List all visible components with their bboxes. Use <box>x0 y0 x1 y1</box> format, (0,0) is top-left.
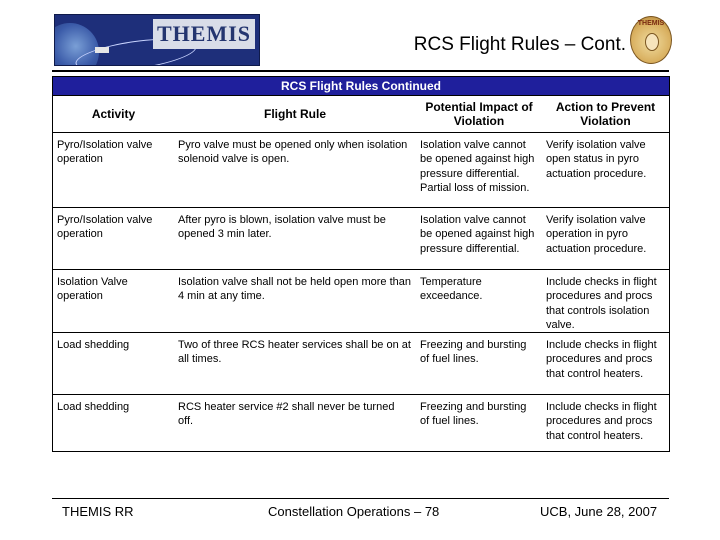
badge-text: THEMIS <box>637 20 665 27</box>
flight-rules-table <box>52 76 670 452</box>
cell-flight-rule: RCS heater service #2 shall never be turned off. <box>174 395 416 452</box>
mission-badge <box>630 16 672 64</box>
header-divider <box>52 70 669 72</box>
logo-text: THEMIS <box>156 21 252 46</box>
cell-flight-rule: Isolation valve shall not be held open more than 4 min at any time. <box>174 270 416 333</box>
cell-impact: Isolation valve cannot be opened against high pressure differential. Partial loss of mission. <box>420 139 535 194</box>
table-row <box>53 270 669 333</box>
cell-action: Include checks in flight procedures and procs that control heaters. <box>542 333 669 395</box>
badge-figure-icon <box>645 33 659 51</box>
footer-left: THEMIS RR <box>62 504 134 519</box>
cell-activity: Isolation Valve operation <box>53 270 174 333</box>
footer-divider <box>52 498 669 499</box>
satellite-icon <box>95 47 109 53</box>
table-row <box>53 395 669 452</box>
footer-center: Constellation Operations – 78 <box>268 504 440 519</box>
themis-logo <box>54 14 260 66</box>
column-header-activity: Activity <box>53 96 174 133</box>
cell-action: Verify isolation valve operation in pyro actuation procedure. <box>542 208 669 270</box>
slide-title: RCS Flight Rules – Cont. <box>413 34 626 55</box>
cell-action: Include checks in flight procedures and procs that control heaters. <box>542 395 669 452</box>
cell-impact: Isolation valve cannot be opened against high pressure differential. <box>416 208 542 270</box>
cell-activity: Load shedding <box>53 333 174 395</box>
cell-activity: Pyro/Isolation valve operation <box>57 139 153 166</box>
footer-right: UCB, June 28, 2007 <box>540 504 658 519</box>
cell-impact: Freezing and bursting of fuel lines. <box>416 333 542 395</box>
column-header-action: Action to Prevent Violation <box>542 96 669 133</box>
cell-flight-rule: Two of three RCS heater services shall be on at all times. <box>174 333 416 395</box>
cell-activity: Load shedding <box>53 395 174 452</box>
cell-action: Include checks in flight procedures and procs that controls isolation valve. <box>542 270 669 333</box>
cell-impact: Temperature exceedance. <box>416 270 542 333</box>
table-row <box>53 208 669 270</box>
cell-impact: Freezing and bursting of fuel lines. <box>416 395 542 452</box>
table-row <box>53 333 669 395</box>
column-header-impact: Potential Impact of Violation <box>416 96 542 133</box>
cell-activity: Pyro/Isolation valve operation <box>53 208 174 270</box>
table-banner: RCS Flight Rules Continued <box>53 77 669 96</box>
cell-flight-rule: Pyro valve must be opened only when isolation solenoid valve is open. <box>178 139 408 166</box>
table-header-row <box>53 96 669 133</box>
cell-flight-rule: After pyro is blown, isolation valve must be opened 3 min later. <box>174 208 416 270</box>
column-header-flight-rule: Flight Rule <box>174 96 416 133</box>
table-row <box>53 133 669 208</box>
cell-action: Verify isolation valve open status in pyro actuation procedure. <box>546 139 647 180</box>
